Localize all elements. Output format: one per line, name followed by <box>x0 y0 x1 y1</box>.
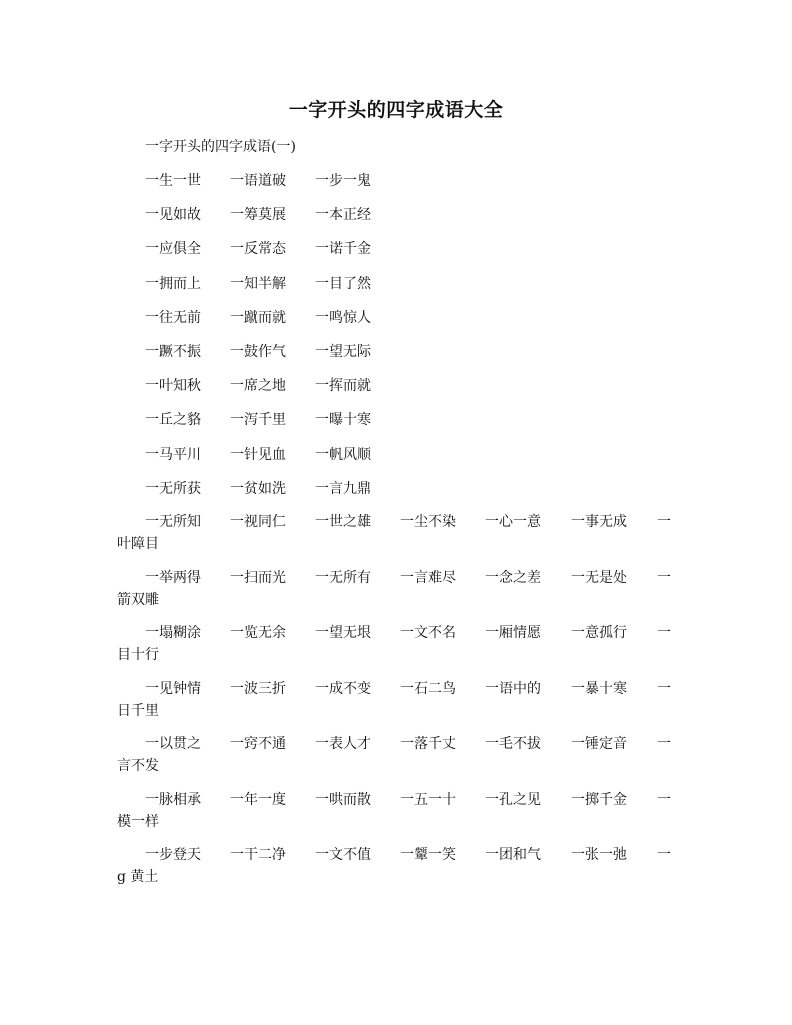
idiom-item: 一望无际 <box>315 344 371 360</box>
idiom-item: 一 <box>657 847 671 863</box>
idiom-wrap-text: 目十行 <box>117 647 159 663</box>
idiom-item: 一落千丈 <box>400 736 456 752</box>
idiom-item: 一往无前 <box>145 309 201 326</box>
idiom-item: 一知半解 <box>230 275 286 292</box>
idiom-item: 一世之雄 <box>315 514 371 530</box>
idiom-item: 一脉相承 <box>145 791 201 808</box>
idiom-item: 一视同仁 <box>230 514 286 530</box>
idiom-item: 一筹莫展 <box>230 207 286 224</box>
idiom-item: 一哄而散 <box>315 791 371 808</box>
idiom-item: 一团和气 <box>485 847 541 863</box>
idiom-item: 一无是处 <box>571 569 627 586</box>
idiom-paragraph <box>117 733 677 775</box>
idiom-item: 一步一鬼 <box>315 173 371 189</box>
idiom-item: 一意孤行 <box>571 625 627 641</box>
idiom-item: 一鼓作气 <box>230 344 286 360</box>
idiom-item: 一文不名 <box>400 625 456 641</box>
idiom-item: 一无所有 <box>315 569 371 586</box>
idiom-item: 一席之地 <box>230 378 286 395</box>
idiom-item: 一锤定音 <box>571 736 627 752</box>
idiom-item: 一表人才 <box>315 736 371 752</box>
idiom-wrap-text: 叶障目 <box>117 536 159 552</box>
idiom-item: 一帆风顺 <box>315 446 371 463</box>
idiom-item: 一波三折 <box>230 680 286 697</box>
idiom-paragraph <box>117 622 677 664</box>
idiom-item: 一蹶不振 <box>145 344 201 360</box>
idiom-item: 一丘之貉 <box>145 412 201 429</box>
idiom-item: 一以贯之 <box>145 736 201 752</box>
idiom-item: 一挥而就 <box>315 378 371 395</box>
idiom-item: 一石二鸟 <box>400 680 456 697</box>
idiom-item: 一干二净 <box>230 847 286 863</box>
idiom-item: 一 <box>657 514 671 530</box>
idiom-item: 一年一度 <box>230 791 286 808</box>
idiom-item: 一成不变 <box>315 680 371 697</box>
idiom-wrap-text: 箭双雕 <box>117 591 159 608</box>
idiom-item: 一拥而上 <box>145 275 201 292</box>
idiom-item: 一览无余 <box>230 625 286 641</box>
idiom-wrap-text: g 黄土 <box>117 869 159 885</box>
idiom-item: 一 <box>657 680 671 697</box>
idiom-item: 一张一弛 <box>571 847 627 863</box>
idiom-item: 一言难尽 <box>400 569 456 586</box>
idiom-item: 一泻千里 <box>230 412 286 429</box>
idiom-item: 一无所获 <box>145 480 201 497</box>
idiom-item: 一塌糊涂 <box>145 625 201 641</box>
idiom-item: 一本正经 <box>315 207 371 224</box>
idiom-wrap-text: 言不发 <box>117 758 159 774</box>
idiom-item: 一反常态 <box>230 241 286 258</box>
idiom-paragraph <box>117 844 677 886</box>
idiom-item: 一事无成 <box>571 514 627 530</box>
document-title: 一字开头的四字成语大全 <box>288 99 504 121</box>
idiom-item: 一 <box>657 625 671 641</box>
idiom-wrap-text: 日千里 <box>117 702 159 719</box>
idiom-item: 一掷千金 <box>571 791 627 808</box>
idiom-item: 一五一十 <box>400 791 456 808</box>
idiom-item: 一贫如洗 <box>230 480 286 497</box>
idiom-item: 一 <box>657 791 671 808</box>
idiom-item: 一马平川 <box>145 446 201 463</box>
idiom-item: 一尘不染 <box>400 514 456 530</box>
idiom-item: 一蹴而就 <box>230 309 286 326</box>
idiom-item: 一语道破 <box>230 173 286 189</box>
idiom-item: 一诺千金 <box>315 241 371 258</box>
idiom-item: 一举两得 <box>145 569 201 586</box>
idiom-item: 一扫而光 <box>230 569 286 586</box>
idiom-item: 一生一世 <box>145 173 201 189</box>
idiom-item: 一厢情愿 <box>485 625 541 641</box>
idiom-item: 一心一意 <box>485 514 541 530</box>
idiom-item: 一孔之见 <box>485 791 541 808</box>
idiom-item: 一鸣惊人 <box>315 309 371 326</box>
idiom-item: 一毛不拔 <box>485 736 541 752</box>
idiom-item: 一文不值 <box>315 847 371 863</box>
idiom-item: 一 <box>657 569 671 586</box>
idiom-paragraph <box>117 678 677 720</box>
idiom-paragraph <box>117 567 677 609</box>
idiom-wrap-text: 模一样 <box>117 813 159 830</box>
idiom-item: 一念之差 <box>485 569 541 586</box>
idiom-item: 一叶知秋 <box>145 378 201 395</box>
idiom-item: 一暴十寒 <box>571 680 627 697</box>
idiom-item: 一曝十寒 <box>315 412 371 429</box>
idiom-item: 一见如故 <box>145 207 201 224</box>
idiom-item: 一望无垠 <box>315 625 371 641</box>
idiom-item: 一无所知 <box>145 514 201 530</box>
idiom-item: 一应俱全 <box>145 241 201 258</box>
idiom-item: 一目了然 <box>315 275 371 292</box>
idiom-item: 一 <box>657 736 671 752</box>
section-heading: 一字开头的四字成语(一) <box>145 139 296 155</box>
idiom-paragraph <box>117 511 677 553</box>
idiom-item: 一言九鼎 <box>315 480 371 497</box>
idiom-item: 一步登天 <box>145 847 201 863</box>
idiom-item: 一见钟情 <box>145 680 201 697</box>
idiom-item: 一颦一笑 <box>400 847 456 863</box>
idiom-item: 一语中的 <box>485 680 541 697</box>
idiom-paragraph <box>117 789 677 831</box>
idiom-item: 一窍不通 <box>230 736 286 752</box>
idiom-item: 一针见血 <box>230 446 286 463</box>
